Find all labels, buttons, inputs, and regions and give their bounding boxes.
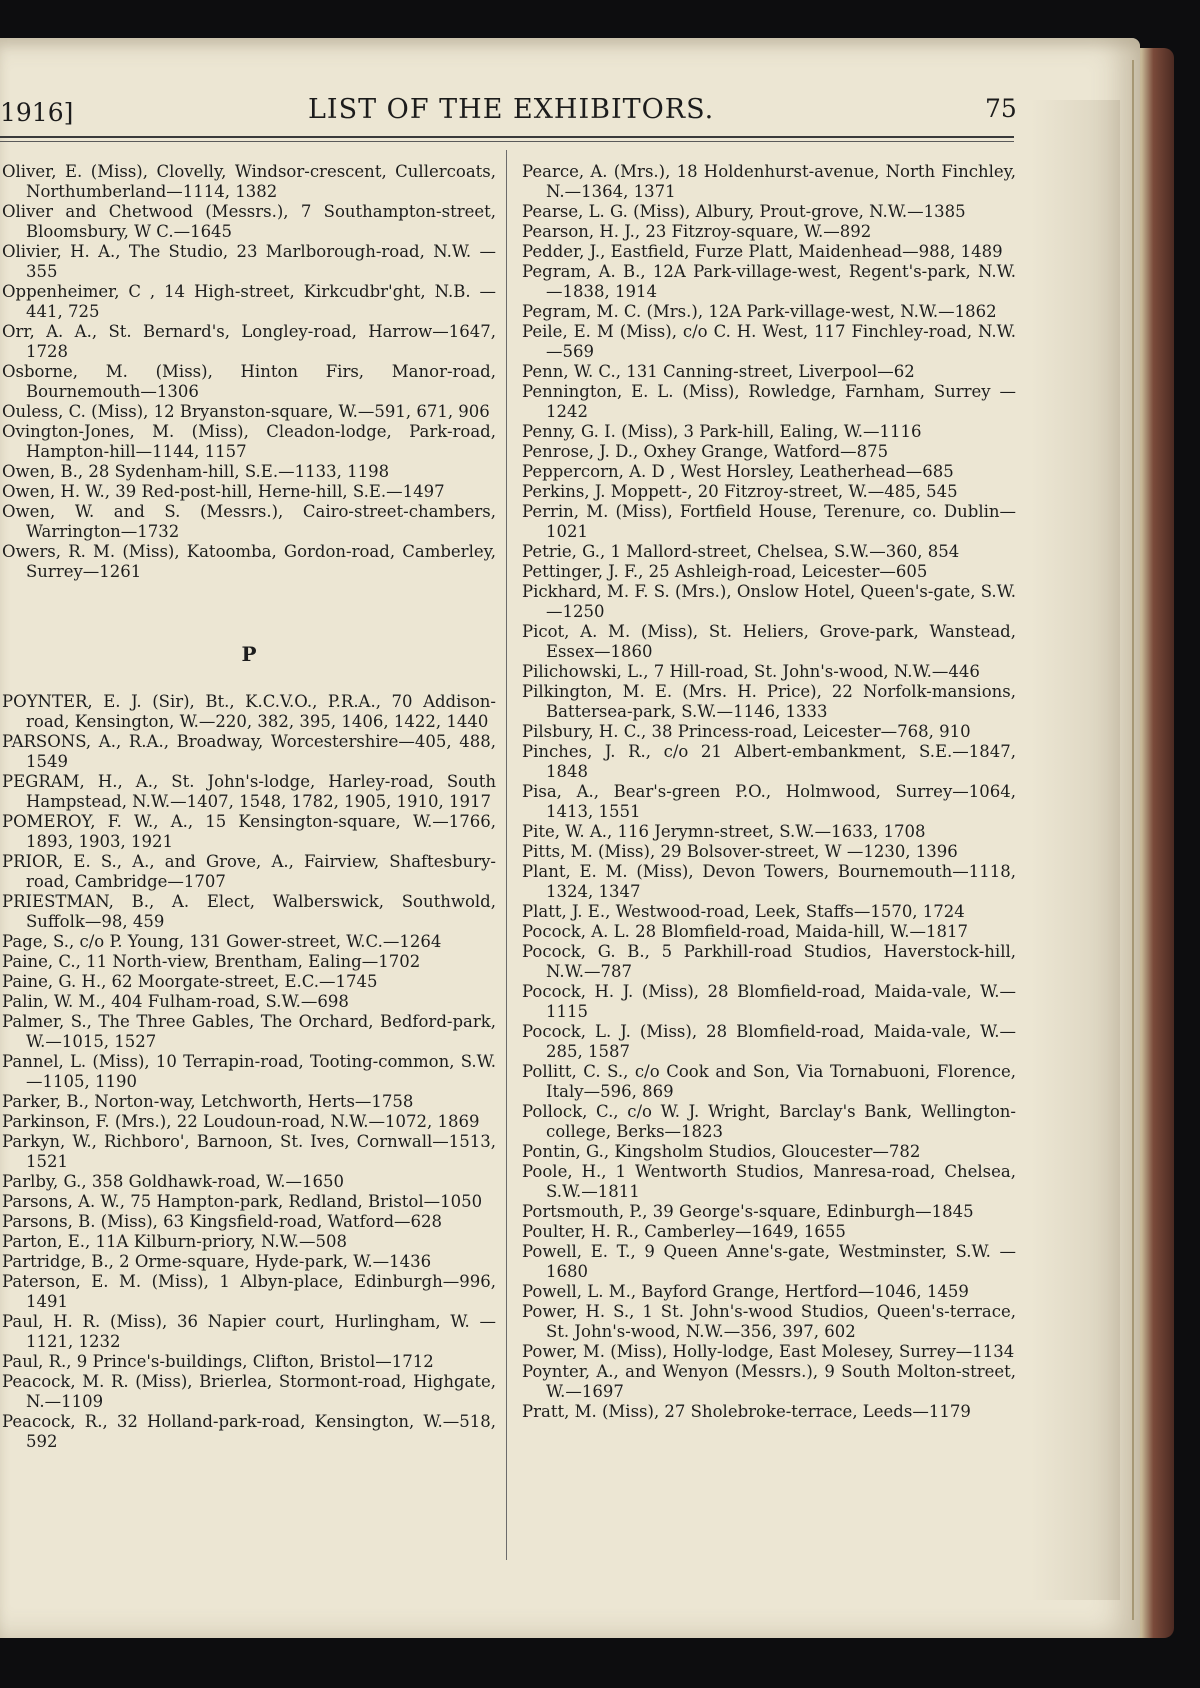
exhibitor-entry: PRIESTMAN, B., A. Elect, Walberswick, Southwold, Suffolk—98, 459 xyxy=(2,892,496,931)
exhibitor-entry: PEGRAM, H., A., St. John's-lodge, Harley-road, South Hampstead, N.W.—1407, 1548, 1782, 1905, 1910, 1917 xyxy=(2,772,496,811)
exhibitor-entry: Parsons, B. (Miss), 63 Kingsfield-road, Watford—628 xyxy=(2,1212,443,1231)
exhibitor-entry: Parlby, G., 358 Goldhawk-road, W.—1650 xyxy=(2,1172,344,1191)
exhibitor-entry: Pearce, A. (Mrs.), 18 Holdenhurst-avenue, North Finchley, N.—1364, 1371 xyxy=(522,162,1016,201)
exhibitor-entry: Orr, A. A., St. Bernard's, Longley-road, Harrow—1647, 1728 xyxy=(2,322,496,361)
left-column xyxy=(2,162,496,1452)
exhibitor-entry: Poulter, H. R., Camberley—1649, 1655 xyxy=(522,1222,846,1241)
exhibitor-entry: Osborne, M. (Miss), Hinton Firs, Manor-road, Bournemouth—1306 xyxy=(2,362,496,401)
exhibitor-entry: Pegram, M. C. (Mrs.), 12A Park-village-west, N.W.—1862 xyxy=(522,302,997,321)
exhibitor-entry: Olivier, H. A., The Studio, 23 Marlborough-road, N.W. —355 xyxy=(2,242,496,281)
exhibitor-entry: Perkins, J. Moppett-, 20 Fitzroy-street, W.—485, 545 xyxy=(522,482,958,501)
exhibitor-entry: Paterson, E. M. (Miss), 1 Albyn-place, Edinburgh—996, 1491 xyxy=(2,1272,496,1311)
exhibitor-entry: POYNTER, E. J. (Sir), Bt., K.C.V.O., P.R.A., 70 Addison-road, Kensington, W.—220, 382, 395, 1406, 1422, 1440 xyxy=(2,692,496,731)
exhibitor-entry: Picot, A. M. (Miss), St. Heliers, Grove-park, Wanstead, Essex—1860 xyxy=(522,622,1016,661)
exhibitor-entry: Plant, E. M. (Miss), Devon Towers, Bournemouth—1118, 1324, 1347 xyxy=(522,862,1016,901)
exhibitor-entry: Pocock, H. J. (Miss), 28 Blomfield-road, Maida-vale, W.—1115 xyxy=(522,982,1016,1021)
exhibitor-entry: Owers, R. M. (Miss), Katoomba, Gordon-road, Camberley, Surrey—1261 xyxy=(2,542,496,581)
exhibitor-entry: Oliver, E. (Miss), Clovelly, Windsor-crescent, Cullercoats, Northumberland—1114, 1382 xyxy=(2,162,496,201)
left-entries-p xyxy=(2,692,496,1452)
exhibitor-entry: Power, H. S., 1 St. John's-wood Studios, Queen's-terrace, St. John's-wood, N.W.—356, 397, 602 xyxy=(522,1302,1016,1341)
exhibitor-entry: Pollitt, C. S., c/o Cook and Son, Via Tornabuoni, Florence, Italy—596, 869 xyxy=(522,1062,1016,1101)
exhibitor-entry: Petrie, G., 1 Mallord-street, Chelsea, S.W.—360, 854 xyxy=(522,542,960,561)
section-letter-heading: P xyxy=(241,642,257,666)
exhibitor-entry: Poynter, A., and Wenyon (Messrs.), 9 South Molton-street, W.—1697 xyxy=(522,1362,1016,1401)
exhibitor-entry: Pennington, E. L. (Miss), Rowledge, Farnham, Surrey —1242 xyxy=(522,382,1016,421)
exhibitor-entry: Parsons, A. W., 75 Hampton-park, Redland, Bristol—1050 xyxy=(2,1192,483,1211)
header-page-number: 75 xyxy=(985,94,1017,123)
exhibitor-entry: Page, S., c/o P. Young, 131 Gower-street, W.C.—1264 xyxy=(2,932,442,951)
exhibitor-entry: Pilichowski, L., 7 Hill-road, St. John's-wood, N.W.—446 xyxy=(522,662,980,681)
exhibitor-entry: Peacock, R., 32 Holland-park-road, Kensington, W.—518, 592 xyxy=(2,1412,496,1451)
exhibitor-entry: Pegram, A. B., 12A Park-village-west, Regent's-park, N.W.—1838, 1914 xyxy=(522,262,1016,301)
exhibitor-entry: Pollock, C., c/o W. J. Wright, Barclay's Bank, Wellington-college, Berks—1823 xyxy=(522,1102,1016,1141)
exhibitor-entry: Owen, H. W., 39 Red-post-hill, Herne-hill, S.E.—1497 xyxy=(2,482,445,501)
exhibitor-entry: Peppercorn, A. D , West Horsley, Leatherhead—685 xyxy=(522,462,954,481)
page-header xyxy=(0,92,1022,132)
header-rule-thin xyxy=(0,141,1014,142)
exhibitor-entry: Pocock, G. B., 5 Parkhill-road Studios, Haverstock-hill, N.W.—787 xyxy=(522,942,1016,981)
page-edge-line xyxy=(1132,60,1134,1620)
header-year: 1916] xyxy=(0,98,74,127)
exhibitor-entry: Palin, W. M., 404 Fulham-road, S.W.—698 xyxy=(2,992,349,1011)
exhibitor-entry: Powell, L. M., Bayford Grange, Hertford—1046, 1459 xyxy=(522,1282,969,1301)
exhibitor-entry: Power, M. (Miss), Holly-lodge, East Molesey, Surrey—1134 xyxy=(522,1342,1015,1361)
exhibitor-entry: Ovington-Jones, M. (Miss), Cleadon-lodge, Park-road, Hampton-hill—1144, 1157 xyxy=(2,422,496,461)
exhibitor-entry: Ouless, C. (Miss), 12 Bryanston-square, W.—591, 671, 906 xyxy=(2,402,490,421)
exhibitor-entry: Penrose, J. D., Oxhey Grange, Watford—875 xyxy=(522,442,889,461)
exhibitor-entry: Pocock, A. L. 28 Blomfield-road, Maida-hill, W.—1817 xyxy=(522,922,968,941)
right-entries-p xyxy=(522,162,1016,1422)
exhibitor-entry: Penn, W. C., 131 Canning-street, Liverpool—62 xyxy=(522,362,915,381)
exhibitor-entry: Oliver and Chetwood (Messrs.), 7 Southampton-street, Bloomsbury, W C.—1645 xyxy=(2,202,496,241)
exhibitor-entry: Paul, H. R. (Miss), 36 Napier court, Hurlingham, W. —1121, 1232 xyxy=(2,1312,496,1351)
exhibitor-entry: Penny, G. I. (Miss), 3 Park-hill, Ealing, W.—1116 xyxy=(522,422,922,441)
exhibitor-entry: Pearse, L. G. (Miss), Albury, Prout-grove, N.W.—1385 xyxy=(522,202,966,221)
exhibitor-entry: Pisa, A., Bear's-green P.O., Holmwood, Surrey—1064, 1413, 1551 xyxy=(522,782,1016,821)
exhibitor-entry: Paine, G. H., 62 Moorgate-street, E.C.—1745 xyxy=(2,972,378,991)
left-entries-o xyxy=(2,162,496,582)
exhibitor-entry: Pickhard, M. F. S. (Mrs.), Onslow Hotel, Queen's-gate, S.W.—1250 xyxy=(522,582,1016,621)
exhibitor-entry: PARSONS, A., R.A., Broadway, Worcestershire—405, 488, 1549 xyxy=(2,732,496,771)
exhibitor-entry: Parkyn, W., Richboro', Barnoon, St. Ives, Cornwall—1513, 1521 xyxy=(2,1132,496,1171)
exhibitor-entry: Parker, B., Norton-way, Letchworth, Herts—1758 xyxy=(2,1092,414,1111)
exhibitor-entry: Palmer, S., The Three Gables, The Orchard, Bedford-park, W.—1015, 1527 xyxy=(2,1012,496,1051)
exhibitor-entry: Pinches, J. R., c/o 21 Albert-embankment, S.E.—1847, 1848 xyxy=(522,742,1016,781)
exhibitor-entry: Partridge, B., 2 Orme-square, Hyde-park, W.—1436 xyxy=(2,1252,432,1271)
exhibitor-entry: Paine, C., 11 North-view, Brentham, Ealing—1702 xyxy=(2,952,421,971)
right-column xyxy=(522,162,1016,1422)
exhibitor-entry: Owen, B., 28 Sydenham-hill, S.E.—1133, 1198 xyxy=(2,462,390,481)
page-shadow xyxy=(1030,100,1120,1600)
exhibitor-entry: Owen, W. and S. (Messrs.), Cairo-street-chambers, Warrington—1732 xyxy=(2,502,496,541)
exhibitor-entry: Pedder, J., Eastfield, Furze Platt, Maidenhead—988, 1489 xyxy=(522,242,1003,261)
exhibitor-entry: Parkinson, F. (Mrs.), 22 Loudoun-road, N.W.—1072, 1869 xyxy=(2,1112,480,1131)
exhibitor-entry: Platt, J. E., Westwood-road, Leek, Staffs—1570, 1724 xyxy=(522,902,965,921)
exhibitor-entry: PRIOR, E. S., A., and Grove, A., Fairview, Shaftesbury-road, Cambridge—1707 xyxy=(2,852,496,891)
exhibitor-entry: Pannel, L. (Miss), 10 Terrapin-road, Tooting-common, S.W.—1105, 1190 xyxy=(2,1052,496,1091)
exhibitor-entry: Pettinger, J. F., 25 Ashleigh-road, Leicester—605 xyxy=(522,562,928,581)
exhibitor-entry: Peacock, M. R. (Miss), Brierlea, Stormont-road, Highgate, N.—1109 xyxy=(2,1372,496,1411)
exhibitor-entry: Pratt, M. (Miss), 27 Sholebroke-terrace, Leeds—1179 xyxy=(522,1402,971,1421)
header-rule-thick xyxy=(0,136,1014,138)
exhibitor-entry: Paul, R., 9 Prince's-buildings, Clifton, Bristol—1712 xyxy=(2,1352,434,1371)
exhibitor-entry: Pilsbury, H. C., 38 Princess-road, Leicester—768, 910 xyxy=(522,722,971,741)
exhibitor-entry: Perrin, M. (Miss), Fortfield House, Terenure, co. Dublin—1021 xyxy=(522,502,1016,541)
column-divider xyxy=(506,150,507,1560)
exhibitor-entry: Parton, E., 11A Kilburn-priory, N.W.—508 xyxy=(2,1232,347,1251)
exhibitor-entry: Portsmouth, P., 39 George's-square, Edinburgh—1845 xyxy=(522,1202,974,1221)
exhibitor-entry: Pilkington, M. E. (Mrs. H. Price), 22 Norfolk-mansions, Battersea-park, S.W.—1146, 1333 xyxy=(522,682,1016,721)
exhibitor-entry: Pontin, G., Kingsholm Studios, Gloucester—782 xyxy=(522,1142,921,1161)
exhibitor-entry: Powell, E. T., 9 Queen Anne's-gate, Westminster, S.W. —1680 xyxy=(522,1242,1016,1281)
exhibitor-entry: POMEROY, F. W., A., 15 Kensington-square, W.—1766, 1893, 1903, 1921 xyxy=(2,812,496,851)
exhibitor-entry: Oppenheimer, C , 14 High-street, Kirkcudbr'ght, N.B. —441, 725 xyxy=(2,282,496,321)
exhibitor-entry: Pite, W. A., 116 Jerymn-street, S.W.—1633, 1708 xyxy=(522,822,926,841)
exhibitor-entry: Pearson, H. J., 23 Fitzroy-square, W.—892 xyxy=(522,222,872,241)
exhibitor-entry: Poole, H., 1 Wentworth Studios, Manresa-road, Chelsea, S.W.—1811 xyxy=(522,1162,1016,1201)
exhibitor-entry: Pocock, L. J. (Miss), 28 Blomfield-road, Maida-vale, W.—285, 1587 xyxy=(522,1022,1016,1061)
exhibitor-entry: Peile, E. M (Miss), c/o C. H. West, 117 Finchley-road, N.W.—569 xyxy=(522,322,1016,361)
exhibitor-entry: Pitts, M. (Miss), 29 Bolsover-street, W —1230, 1396 xyxy=(522,842,958,861)
header-title: LIST OF THE EXHIBITORS. xyxy=(308,94,715,125)
